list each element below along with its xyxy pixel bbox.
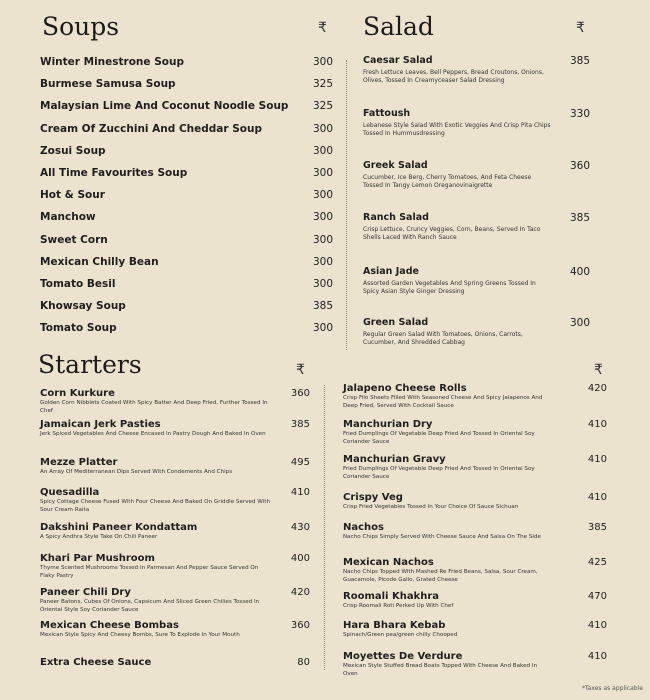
- soup-item-name: Sweet Corn: [40, 233, 108, 246]
- soup-item-name: Manchow: [40, 211, 96, 224]
- starter-item-desc: Fried Dumplings Of Vegetable Deep Fried And Tossed In Oriental Soy Coriander Sauce: [343, 466, 535, 480]
- soup-item-price: 300: [312, 167, 333, 179]
- soup-item-name: Mexican Chilly Bean: [40, 255, 159, 268]
- soup-item-name: Hot & Sour: [40, 189, 105, 202]
- column-divider: [346, 60, 347, 350]
- starter-item-price: 400: [290, 553, 310, 564]
- starter-item-name: Manchurian Gravy: [343, 454, 446, 465]
- salad-item-price: 360: [569, 160, 590, 172]
- starter-item-name: Nachos: [343, 522, 384, 533]
- starter-item-name: Moyettes De Verdure: [343, 651, 463, 662]
- salad-item-name: Greek Salad: [363, 160, 428, 171]
- starter-item-desc: Nacho Chips Topped With Mashed Re Fried Beans, Salsa, Sour Cream, Guacamole, Picode Gallo, Grated Cheese: [343, 569, 538, 583]
- soup-item-name: Khowsay Soup: [40, 300, 126, 313]
- soup-item-price: 385: [312, 300, 333, 313]
- soup-item-name: Malaysian Lime And Coconut Noodle Soup: [40, 100, 289, 113]
- salad-item-desc: Fresh Lettuce Leaves, Bell Peppers, Bread Croutons, Onions, Olives, Tossed In Creamyceaser Salad Dressing: [363, 69, 544, 84]
- soup-item-price: 325: [312, 78, 333, 91]
- starter-item-desc: Thyme Scented Mushrooms Tossed In Parmesan And Pepper Sauce Served On Flaky Pastry: [40, 565, 259, 579]
- starter-item-price: 410: [587, 651, 607, 662]
- salad-item-desc: Assorted Garden Vegetables And Spring Greens Tossed In Spicy Asian Style Ginger Dressing: [363, 280, 536, 295]
- starter-item-name: Mezze Platter: [40, 457, 118, 468]
- soup-item-price: 300: [312, 255, 333, 268]
- starter-item-desc: Mexican Style Stuffed Bread Boats Topped With Cheese And Baked In Oven: [343, 663, 538, 677]
- soup-item-price: 300: [312, 144, 333, 157]
- starters-currency-icon-left: ₹: [296, 362, 305, 378]
- salad-currency-icon: ₹: [576, 20, 585, 36]
- starter-item-name: Manchurian Dry: [343, 419, 433, 430]
- soup-item-price: 300: [312, 189, 333, 202]
- salad-item-desc: Regular Green Salad With Tomatoes, Onions, Carrots, Cucumber, And Shredded Cabbag: [363, 331, 523, 346]
- soup-item-name: Burmese Samusa Soup: [40, 78, 176, 91]
- starter-item-price: 410: [587, 620, 607, 631]
- soup-item-name: Tomato Besil: [40, 278, 116, 290]
- starter-item-name: Extra Cheese Sauce: [40, 657, 152, 668]
- starter-item-name: Mexican Cheese Bombas: [40, 620, 179, 631]
- starters-title: Starters: [38, 350, 142, 379]
- starter-item-price: 430: [290, 522, 310, 533]
- starters-currency-icon-right: ₹: [594, 362, 603, 378]
- soup-item-price: 300: [312, 322, 333, 335]
- starter-item-name: Jalapeno Cheese Rolls: [343, 383, 467, 394]
- starter-item-price: 410: [587, 492, 607, 503]
- soup-item-name: All Time Favourites Soup: [40, 167, 188, 179]
- starter-item-price: 425: [587, 557, 607, 568]
- tax-note: *Taxes as applicable: [582, 685, 643, 692]
- starter-item-desc: Crisp Fried Vegetables Tossed In Your Choice Of Sauce Sichuan: [343, 504, 519, 510]
- soup-item-price: 300: [312, 56, 333, 68]
- soup-item-price: 325: [312, 100, 333, 113]
- starter-item-desc: Golden Corn Nibblets Coated With Spicy Batter And Deep Fried, Further Tossed In Chef: [40, 400, 268, 414]
- starter-item-desc: Nacho Chips Simply Served With Cheese Sauce And Salsa On The Side: [343, 534, 541, 540]
- soup-item-name: Tomato Soup: [40, 322, 117, 335]
- starter-item-price: 410: [587, 419, 607, 430]
- starter-item-name: Jamaican Jerk Pasties: [40, 419, 161, 430]
- salad-item-name: Caesar Salad: [363, 55, 433, 66]
- starter-item-desc: Spicy Cottage Cheese Fused With Four Cheese And Baked On Griddle Served With Sour Cream Raita: [40, 499, 270, 513]
- salad-item-name: Green Salad: [363, 317, 429, 328]
- salad-item-desc: Crisp Lettuce, Cruncy Veggies, Corn, Beans, Served In Taco Shells Laced With Ranch Sauce: [363, 226, 541, 241]
- starter-item-desc: Crisp Roomali Roti Perked Up With Chef: [343, 603, 454, 609]
- starter-item-name: Quesadilla: [40, 487, 100, 498]
- starter-item-price: 385: [587, 522, 607, 533]
- salad-item-desc: Lebanese Style Salad With Exotic Veggies And Crisp Pita Chips Tossed In Hummusdressing: [363, 122, 551, 137]
- starter-item-desc: Jerk Spiced Vegetables And Cheese Encased In Pastry Dough And Baked In Oven: [40, 431, 266, 437]
- starter-item-name: Roomali Khakhra: [343, 591, 440, 602]
- starter-item-desc: Paneer Batons, Cubes Of Onions, Capsicum And Sliced Green Chilies Tossed In Oriental Style Soy Coriander Sauce: [40, 599, 260, 613]
- starter-item-price: 410: [587, 454, 607, 465]
- starter-item-name: Crispy Veg: [343, 492, 403, 503]
- starters-divider: [324, 385, 325, 670]
- salad-item-name: Asian Jade: [363, 266, 419, 277]
- starter-item-desc: Mexican Style Spicy And Cheesy Bombs, Sure To Explode In Your Mouth: [40, 632, 240, 638]
- starter-item-price: 360: [290, 620, 310, 631]
- starter-item-price: 385: [290, 419, 310, 430]
- salad-item-price: 385: [569, 212, 590, 224]
- starter-item-desc: Crisp Filo Sheets Filled With Seasoned Cheese And Spicy Jalapenos And Deep Fried, Served With Cocktail Sauce: [343, 395, 543, 409]
- soup-item-price: 300: [312, 233, 333, 246]
- starter-item-desc: Fried Dumplings Of Vegetable Deep Fried And Tossed In Oriental Soy Coriander Sauce: [343, 431, 535, 445]
- soups-currency-icon: ₹: [318, 20, 327, 36]
- starter-item-name: Paneer Chili Dry: [40, 587, 131, 598]
- starter-item-price: 420: [587, 383, 607, 394]
- soup-item-name: Winter Minestrone Soup: [40, 56, 184, 68]
- salad-item-price: 300: [569, 317, 590, 329]
- soup-item-price: 300: [312, 122, 333, 135]
- salad-item-name: Fattoush: [363, 108, 411, 119]
- starter-item-price: 410: [290, 487, 310, 498]
- starter-item-price: 470: [587, 591, 607, 602]
- starter-item-name: Mexican Nachos: [343, 557, 434, 568]
- salad-item-name: Ranch Salad: [363, 212, 429, 223]
- soup-item-price: 300: [312, 211, 333, 224]
- soup-item-name: Cream Of Zucchini And Cheddar Soup: [40, 122, 262, 135]
- starter-item-name: Dakshini Paneer Kondattam: [40, 522, 198, 533]
- starter-item-name: Corn Kurkure: [40, 388, 115, 399]
- salad-item-price: 385: [569, 55, 590, 67]
- starter-item-price: 360: [290, 388, 310, 399]
- starter-item-name: Khari Par Mushroom: [40, 553, 155, 564]
- salad-item-price: 400: [569, 266, 590, 278]
- starter-item-name: Hara Bhara Kebab: [343, 620, 446, 631]
- salad-item-price: 330: [569, 108, 590, 120]
- starter-item-price: 495: [290, 457, 310, 468]
- soup-item-price: 300: [312, 278, 333, 290]
- starter-item-desc: A Spicy Andhra Style Take On Chili Paneer: [40, 534, 158, 540]
- starter-item-price: 420: [290, 587, 310, 598]
- salad-item-desc: Cucumber, Ice Berg, Cherry Tomatoes, And Feta Cheese Tossed In Tangy Lemon Oreganovinaigrette: [363, 174, 532, 189]
- soups-title: Soups: [42, 12, 120, 41]
- starter-item-desc: Spinach/Green pea/green chilly Chooped: [343, 632, 458, 638]
- soup-item-name: Zosui Soup: [40, 144, 106, 157]
- starter-item-price: 80: [297, 657, 310, 668]
- salad-title: Salad: [363, 12, 434, 41]
- starter-item-desc: An Array Of Mediterranean Dips Served With Condements And Chips: [40, 469, 233, 475]
